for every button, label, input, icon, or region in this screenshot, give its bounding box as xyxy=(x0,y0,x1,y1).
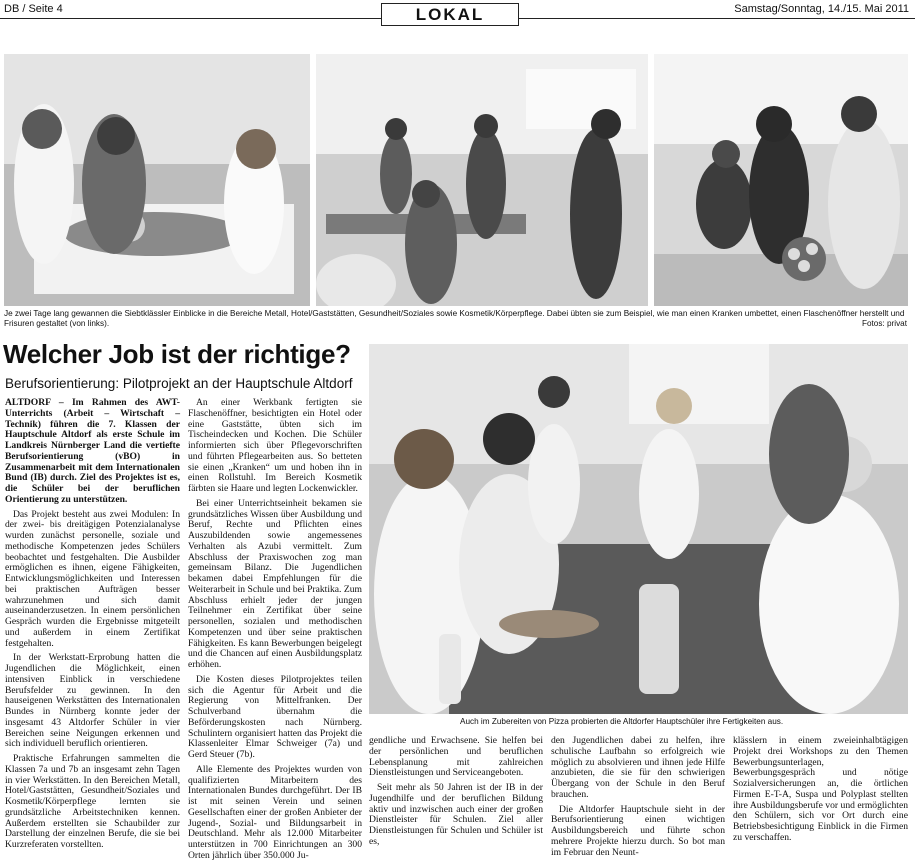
article-paragraph: In der Werkstatt-Erprobung hatten die Jugendlichen die Möglichkeit, einen intensiven Einblick in verschiedene Berufsfelder zu gewinnen. In den hauseigenen Werkstätten des Internationalen Bundes in Nürnberg konnte jeder der insgesamt 43 Altdorfer Schüler in vier Bereichen seine Neigungen erkennen und sich individuell beruflich orientieren. xyxy=(5,652,180,750)
article-lead: ALTDORF – Im Rahmen des AWT-Unterrichts (Arbeit – Wirtschaft – Technik) führen die 7. Klassen der Hauptschule Altdorf als erste Schule im Landkreis Nürnberger Land die vertiefte Berufsorientierung (vBO) in Zusammenarbeit mit dem Internationalen Bund (IB) durch. Ziel des Projektes ist es, die Schüler bei der beruflichen Orientierung zu unterstützen. xyxy=(5,397,180,505)
section-label: LOKAL xyxy=(381,3,519,26)
article-paragraph: Seit mehr als 50 Jahren ist der IB in der Jugendhilfe und der beruflichen Bildung aktiv und inzwischen auch einer der großen Dienstleister für Schulen. Ziel aller Dienstleistungen für Schulen und Schüler ist es, xyxy=(369,782,543,847)
article-paragraph: den Jugendlichen dabei zu helfen, ihre schulische Laufbahn so erfolgreich wie möglich zu absolvieren und ihnen jede Hilfe anzubieten, die sie für den schwierigen Übergang von der Schule in den Beruf brauchen. xyxy=(551,735,725,800)
pizza-photo-caption: Auch im Zubereiten von Pizza probierten die Altdorfer Hauptschüler ihre Fertigkeiten aus. xyxy=(460,717,784,726)
article-paragraph: An einer Werkbank fertigten sie Flaschenöffner, besichtigten ein Hotel oder eine Gaststätte, übten sich im Tischeindecken und Kochen. Die Schüler informierten sich über Pflegevorschriften und führten Pflegearbeiten aus. So betteten sie einen „Kranken“ um und hoben ihn in einen Rollstuhl. Im Bereich Kosmetik färbten sie Haare und legten Lockenwickler. xyxy=(188,397,362,494)
article-column-5 xyxy=(733,736,908,848)
issue-date: Samstag/Sonntag, 14./15. Mai 2011 xyxy=(734,3,909,15)
article-headline: Welcher Job ist der richtige? xyxy=(3,339,351,369)
article-paragraph: Alle Elemente des Projektes wurden von qualifizierten Mitarbeitern des Internationalen Bundes durchgeführt. Der IB ist mit seinen Verein und seinen Gesellschaften einer der großen Anbieter der Jugend-, Sozial- und Bildungsarbeit in Deutschland. Mehr als 12.000 Mitarbeiter unterstützen in 700 Einrichtungen an 300 Orten jährlich über 350.000 Ju- xyxy=(188,763,362,861)
article-paragraph: Die Altdorfer Hauptschule sieht in der Berufsorientierung einen wichtigen Ausbildungsbereich und führte schon mehrere Projekte hierzu durch. So bot man im Februar den Neunt- xyxy=(551,803,725,858)
photo-patient-care xyxy=(4,54,310,306)
photo-pizza-kitchen xyxy=(369,344,908,714)
article-column-2 xyxy=(188,398,362,866)
article-paragraph: klässlern in einem zweieinhalbtägigen Projekt drei Workshops zu den Themen Bewerbungsunterlagen, Bewerbungsgespräch und nötige Sozialversicherungen an, die örtlichen Firmen E-T-A, Suspa und Polyplast stellten ihre Ausbildungsberufe vor und ermöglichten den Schülern, sich vor Ort durch eine Betriebsbesichtigung Einblick in die Firmen zu verschaffen. xyxy=(733,735,908,843)
article-column-1 xyxy=(5,398,180,855)
photo-metal-workshop xyxy=(316,54,648,306)
top-photo-caption: Je zwei Tage lang gewannen die Siebtklässler Einblicke in die Bereiche Metall, Hotel/Gaststätten, Gesundheit/Soziales sowie Kosmetik/Körperpflege. Dabei übten sie zum Beispiel, wie man einen Kranken umbettet, einen Flaschenöffner herstellt und Frisuren gestaltet (von links). xyxy=(4,309,905,328)
article-paragraph: Das Projekt besteht aus zwei Modulen: In der zwei- bis dreitägigen Potenzialanalyse wurden zunächst personelle, soziale und methodische Kompetenzen jedes Schülers beobachtet und festgehalten. Die Ausbilder ermöglichen es ihnen, eigene Fähigkeiten, Entwicklungsmöglichkeiten und Interessen bei praktischen Aufträgen besser wahrzunehmen und sich damit auseinanderzusetzen. In einem persönlichen Gespräch wurden die Ergebnisse mitgeteilt und außerdem in einem Zertifikat festgehalten. xyxy=(5,508,180,649)
article-subheadline: Berufsorientierung: Pilotprojekt an der Hauptschule Altdorf xyxy=(5,376,353,391)
photo-credit: Fotos: privat xyxy=(861,319,907,328)
article-column-4 xyxy=(551,736,725,862)
article-paragraph: Praktische Erfahrungen sammelten die Klassen 7a und 7b an insgesamt zehn Tagen in vier Werkstätten. In den Bereichen Metall, Hotel/Gaststätten, Gesundheit/Soziales und Kosmetik/Körperpflege lernten sie grundsätzliche Arbeitstechniken kennen. Außerdem erstellten sie Schaubilder zur Darstellung der einzelnen Berufe, die sie bei Kurzreferaten vorstellten. xyxy=(5,753,180,850)
article-paragraph: Bei einer Unterrichtseinheit bekamen sie grundsätzliches Wissen über Ausbildung und Beruf, Rechte und Pflichten eines Auszubildenden sowie angemessenes Verhalten als Azubi vermittelt. Zum Abschluss der Praxiswochen zog man gemeinsam Bilanz. Die Jugendlichen bekamen dabei Empfehlungen für die Weiterarbeit in Schule und bei Praktika. Zum Abschluss erhielt jeder der jungen Teilnehmer ein Zertifikat über seine personellen, sozialen und methodischen Kompetenzen und über seine praktischen Fähigkeiten. Es kann Bewerbungen beigelegt und die Chancen auf einen Ausbildungsplatz erhöhen. xyxy=(188,497,362,670)
article-column-3 xyxy=(369,736,543,852)
article-paragraph: Die Kosten dieses Pilotprojektes teilen sich die Agentur für Arbeit und die Regierung von Mittelfranken. Der Schulverband übernahm die Beförderungskosten nach Nürnberg. Schulintern organisiert hatten das Projekt die Klassenleiter Elmar Schweiger (7a) und Gerd Steuer (7b). xyxy=(188,673,362,760)
article-paragraph: gendliche und Erwachsene. Sie helfen bei der persönlichen und beruflichen Lebensplanung mit zahlreichen Dienstleistungen und Serviceangeboten. xyxy=(369,735,543,779)
page-header xyxy=(0,0,915,28)
page-number: DB / Seite 4 xyxy=(4,3,63,15)
photo-hairdressing xyxy=(654,54,908,306)
